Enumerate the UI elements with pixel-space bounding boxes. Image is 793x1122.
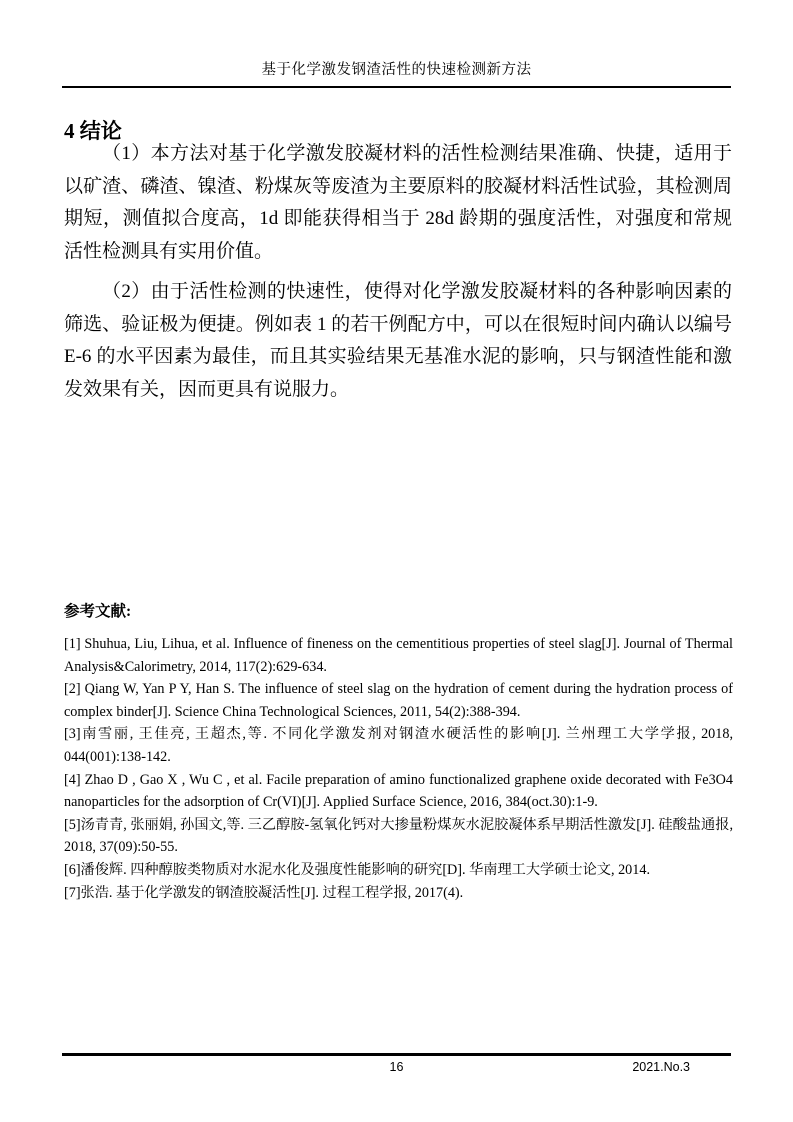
header-divider (62, 86, 731, 88)
reference-item-3: [3]南雪丽, 王佳亮, 王超杰,等. 不同化学激发剂对钢渣水硬活性的影响[J]. 兰州理工大学学报, 2018, 044(001):138-142. (64, 726, 733, 765)
conclusion-paragraph-2: （2）由于活性检测的快速性，使得对化学激发胶凝材料的各种影响因素的筛选、验证极为便捷。例如表 1 的若干例配方中，可以在很短时间内确认以编号 E-6 的水平因素为最佳，而且其实验结果无基准水泥的影响，只与钢渣性能和激发效果有关，因而更具有说服力。 (64, 281, 732, 400)
reference-item-6: [6]潘俊辉. 四种醇胺类物质对水泥水化及强度性能影响的研究[D]. 华南理工大学硕士论文, 2014. (64, 861, 651, 878)
footer-divider (62, 1053, 731, 1056)
reference-item-7: [7]张浩. 基于化学激发的钢渣胶凝活性[J]. 过程工程学报, 2017(4). (64, 884, 464, 901)
reference-item-1: [1] Shuhua, Liu, Lihua, et al. Influence of fineness on the cementitious properties of steel slag[J]. Journal of Thermal Analysis&Calorimetry, 2014, 117(2):629-634. (64, 636, 733, 675)
page-footer (0, 1059, 793, 1077)
reference-item-2: [2] Qiang W, Yan P Y, Han S. The influence of steel slag on the hydration of cement during the hydration process of complex binder[J]. Science China Technological Sciences, 2011, 54(2):388-394. (64, 681, 733, 720)
references-heading: 参考文献: (64, 603, 132, 620)
reference-item-5: [5]汤青青, 张丽娟, 孙国文,等. 三乙醇胺-氢氧化钙对大掺量粉煤灰水泥胶凝体系早期活性激发[J]. 硅酸盐通报, 2018, 37(09):50-55. (64, 816, 733, 856)
issue-number: 2021.No.3 (632, 1060, 690, 1074)
conclusion-body (64, 138, 732, 406)
conclusion-paragraph-1: （1）本方法对基于化学激发胶凝材料的活性检测结果准确、快捷，适用于以矿渣、磷渣、镍渣、粉煤灰等废渣为主要原料的胶凝材料活性试验，其检测周期短，测值拟合度高，1d 即能获得相当于 28d 龄期的强度活性，对强度和常规活性检测具有实用价值。 (64, 143, 732, 262)
references-section (64, 602, 733, 904)
reference-item-4: [4] Zhao D , Gao X , Wu C , et al. Facile preparation of amino functionalized graphene oxide decorated with Fe3O4 nanoparticles for the adsorption of Cr(VI)[J]. Applied Surface Science, 2016, 384(oct.30):1-9. (64, 771, 733, 811)
page-number: 16 (389, 1060, 404, 1074)
section-heading-conclusion: 4 结论 (64, 119, 122, 144)
running-header-title: 基于化学激发钢渣活性的快速检测新方法 (261, 62, 532, 78)
